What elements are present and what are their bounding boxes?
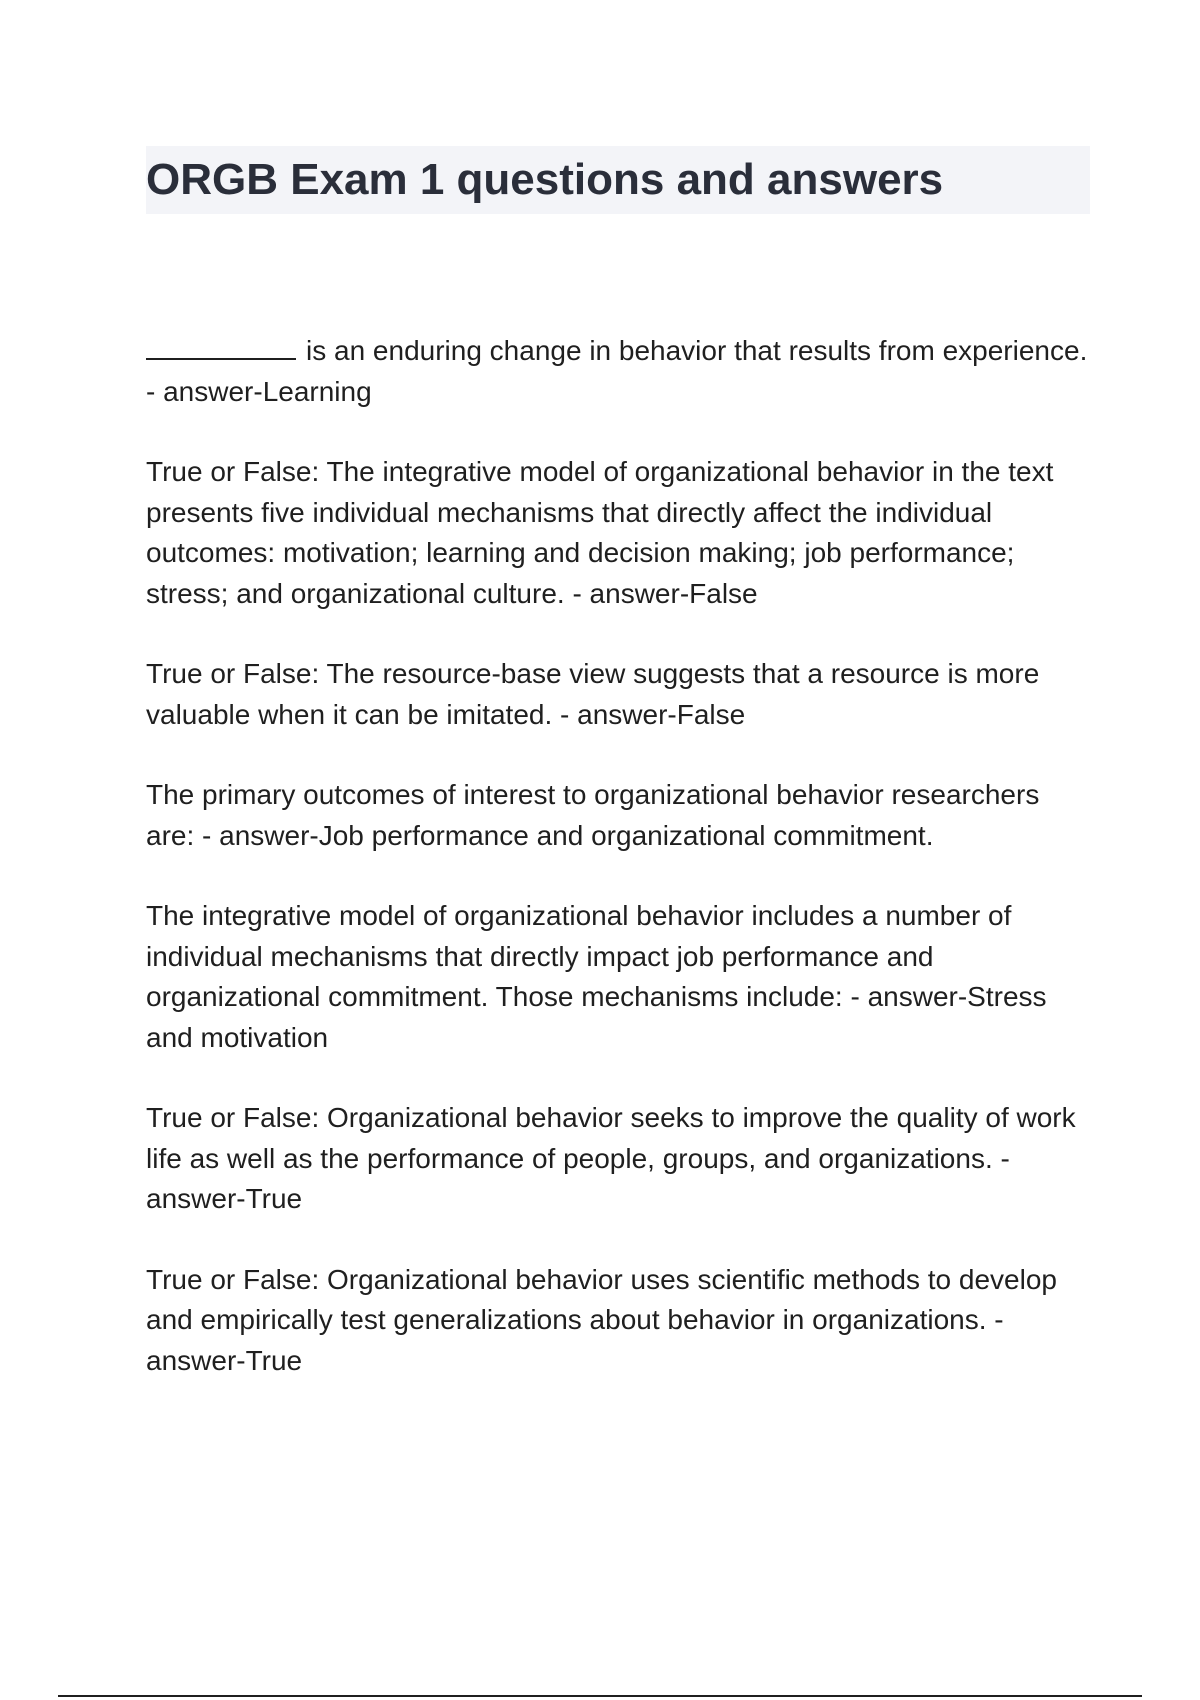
question-text: True or False: The resource-base view suggests that a resource is more valuable when it can be imitated. - answer-False xyxy=(146,658,1040,730)
question-text: The primary outcomes of interest to organizational behavior researchers are: - answer-Job performance and organizational commitment. xyxy=(146,779,1040,851)
question-text: True or False: Organizational behavior uses scientific methods to develop and empirically test generalizations about behavior in organizations. - answer-True xyxy=(146,1263,1057,1376)
question-text: is an enduring change in behavior that results from experience. - answer-Learning xyxy=(146,335,1088,407)
question-item xyxy=(146,1098,1090,1220)
footer-divider xyxy=(58,1695,1142,1697)
question-text: The integrative model of organizational behavior includes a number of individual mechanisms that directly impact job performance and organizational commitment. Those mechanisms include: - answer-Stress and motivation xyxy=(146,900,1047,1053)
fill-in-blank-line xyxy=(146,330,296,360)
page-title: ORGB Exam 1 questions and answers xyxy=(146,155,944,204)
question-item xyxy=(146,775,1090,856)
question-item xyxy=(146,330,1090,412)
title-banner xyxy=(146,146,1090,214)
question-item xyxy=(146,896,1090,1058)
question-text: True or False: Organizational behavior seeks to improve the quality of work life as well as the performance of people, groups, and organizations. - answer-True xyxy=(146,1102,1076,1214)
question-list xyxy=(146,330,1090,1421)
question-item xyxy=(146,452,1090,614)
question-item xyxy=(146,1260,1090,1382)
question-text: True or False: The integrative model of organizational behavior in the text presents five individual mechanisms that directly affect the individual outcomes: motivation; learning and decision making; job performance; stress; and organizational culture. - answer-False xyxy=(146,456,1054,609)
question-item xyxy=(146,654,1090,735)
